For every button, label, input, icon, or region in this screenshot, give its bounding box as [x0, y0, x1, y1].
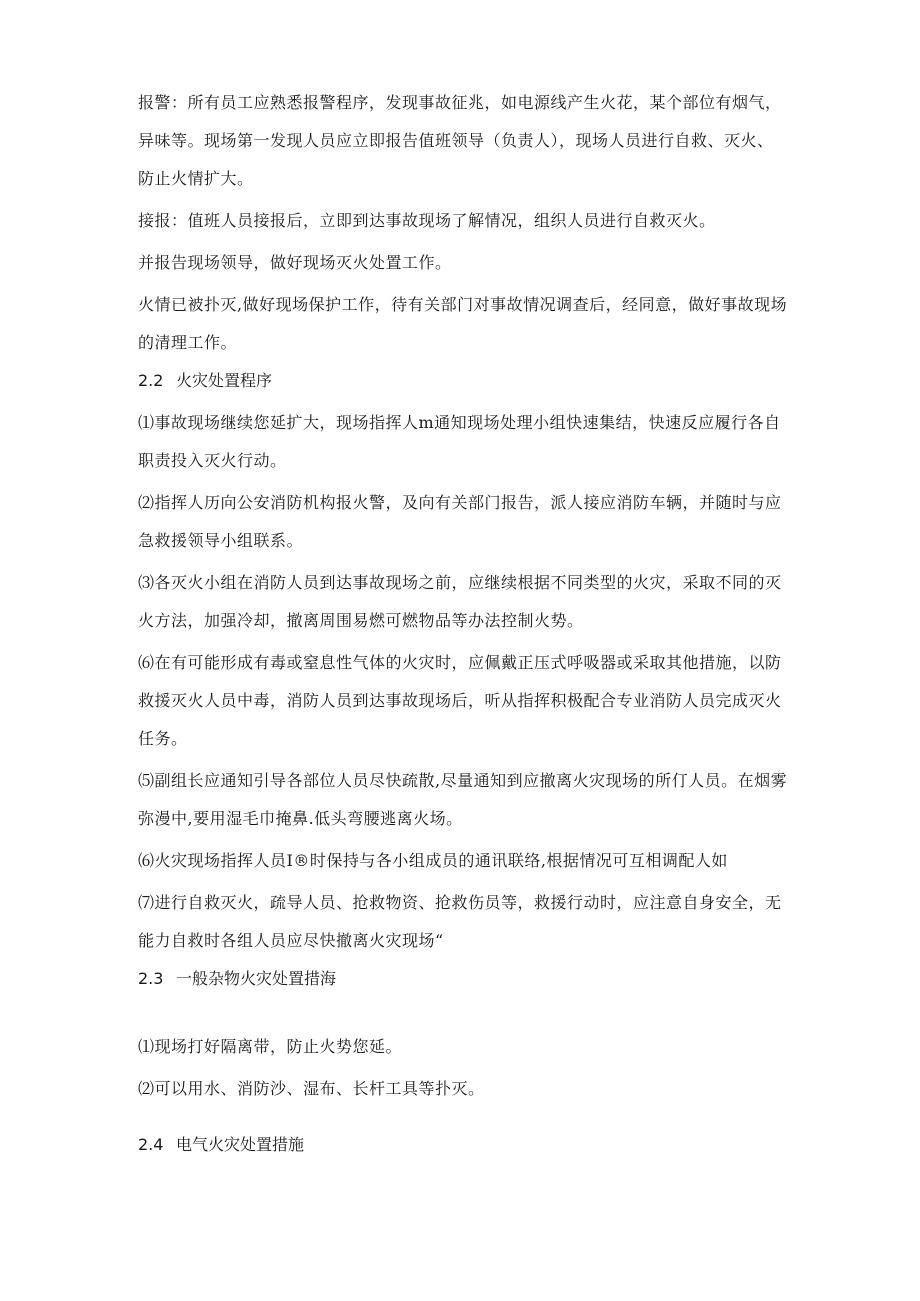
list-item: ⑴事故现场继续您延扩大，现场指挥人m通知现场处理小组快速集结，快速反应履行各自职责投入灭火行动。	[138, 413, 781, 470]
list-item: ⑹在有可能形成有毒或窒息性气体的火灾时，应佩戴正压式呼吸器或采取其他措施，以防救援灭火人员中毒，消防人员到达事故现场后，听从指挥积极配合专业消防人员完成灭火任务。	[138, 653, 782, 748]
section-heading-2-4	[138, 1126, 788, 1164]
section-title: 火灾处置程序	[176, 371, 273, 390]
paragraph-report-leader: 并报告现场领导，做好现场灭火处置工作。	[138, 253, 452, 272]
paragraph-report-received: 接报：值班人员接报后，立即到达事故现场了解情况，组织人员进行自救灭火。	[138, 211, 716, 230]
section-heading-2-2	[138, 362, 788, 400]
list-item: ⑺进行自救灭火，疏导人员、抢救物资、抢救伤员等，救援行动时，应注意自身安全，无能力自救时各组人员应尽快撤离火灾现场“	[138, 893, 782, 950]
list-item: ⑴现场打好隔离带，防止火势您延。	[138, 1037, 403, 1056]
document-page	[138, 84, 788, 1164]
section-number: 2.4	[138, 1135, 164, 1154]
section-number: 2.2	[138, 371, 164, 390]
paragraph-fire-extinguished: 火情已被扑灭,做好现场保护工作，待有关部门对事故情况调查后，经同意，做好事故现场的清理工作。	[138, 295, 788, 352]
section-title: 一般杂物火灾处置措海	[176, 969, 337, 988]
list-item: ⑹火灾现场指挥人员I®时保持与各小组成员的通讯联络,根据情况可互相调配人如	[138, 851, 728, 870]
list-item: ⑵可以用水、消防沙、湿布、长杆工具等扑灭。	[138, 1079, 485, 1098]
section-number: 2.3	[138, 969, 164, 988]
list-item: ⑶各灭火小组在消防人员到达事故现场之前，应继续根据不同类型的火灾，采取不同的灭火方法，加强冷却，撤离周围易燃可燃物品等办法控制火势。	[138, 573, 782, 630]
paragraph-alarm: 报警：所有员工应熟悉报警程序，发现事故征兆，如电源线产生火花，某个部位有烟气，异味等。现场第一发现人员应立即报告值班领导（负责人），现场人员进行自救、灭火、防止火情扩大。	[138, 93, 782, 188]
section-heading-2-3	[138, 960, 788, 998]
list-item: ⑸副组长应通知引导各部位人员尽快疏散,尽量通知到应撤离火灾现场的所仃人员。在烟雾弥漫中,要用湿毛巾掩鼻.低头弯腰逃离火场。	[138, 771, 788, 828]
list-item: ⑵指挥人历向公安消防机构报火警，及向有关部门报告，派人接应消防车辆，并随时与应急救援领导小组联系。	[138, 493, 782, 550]
section-title: 电气火灾处置措施	[176, 1135, 305, 1154]
